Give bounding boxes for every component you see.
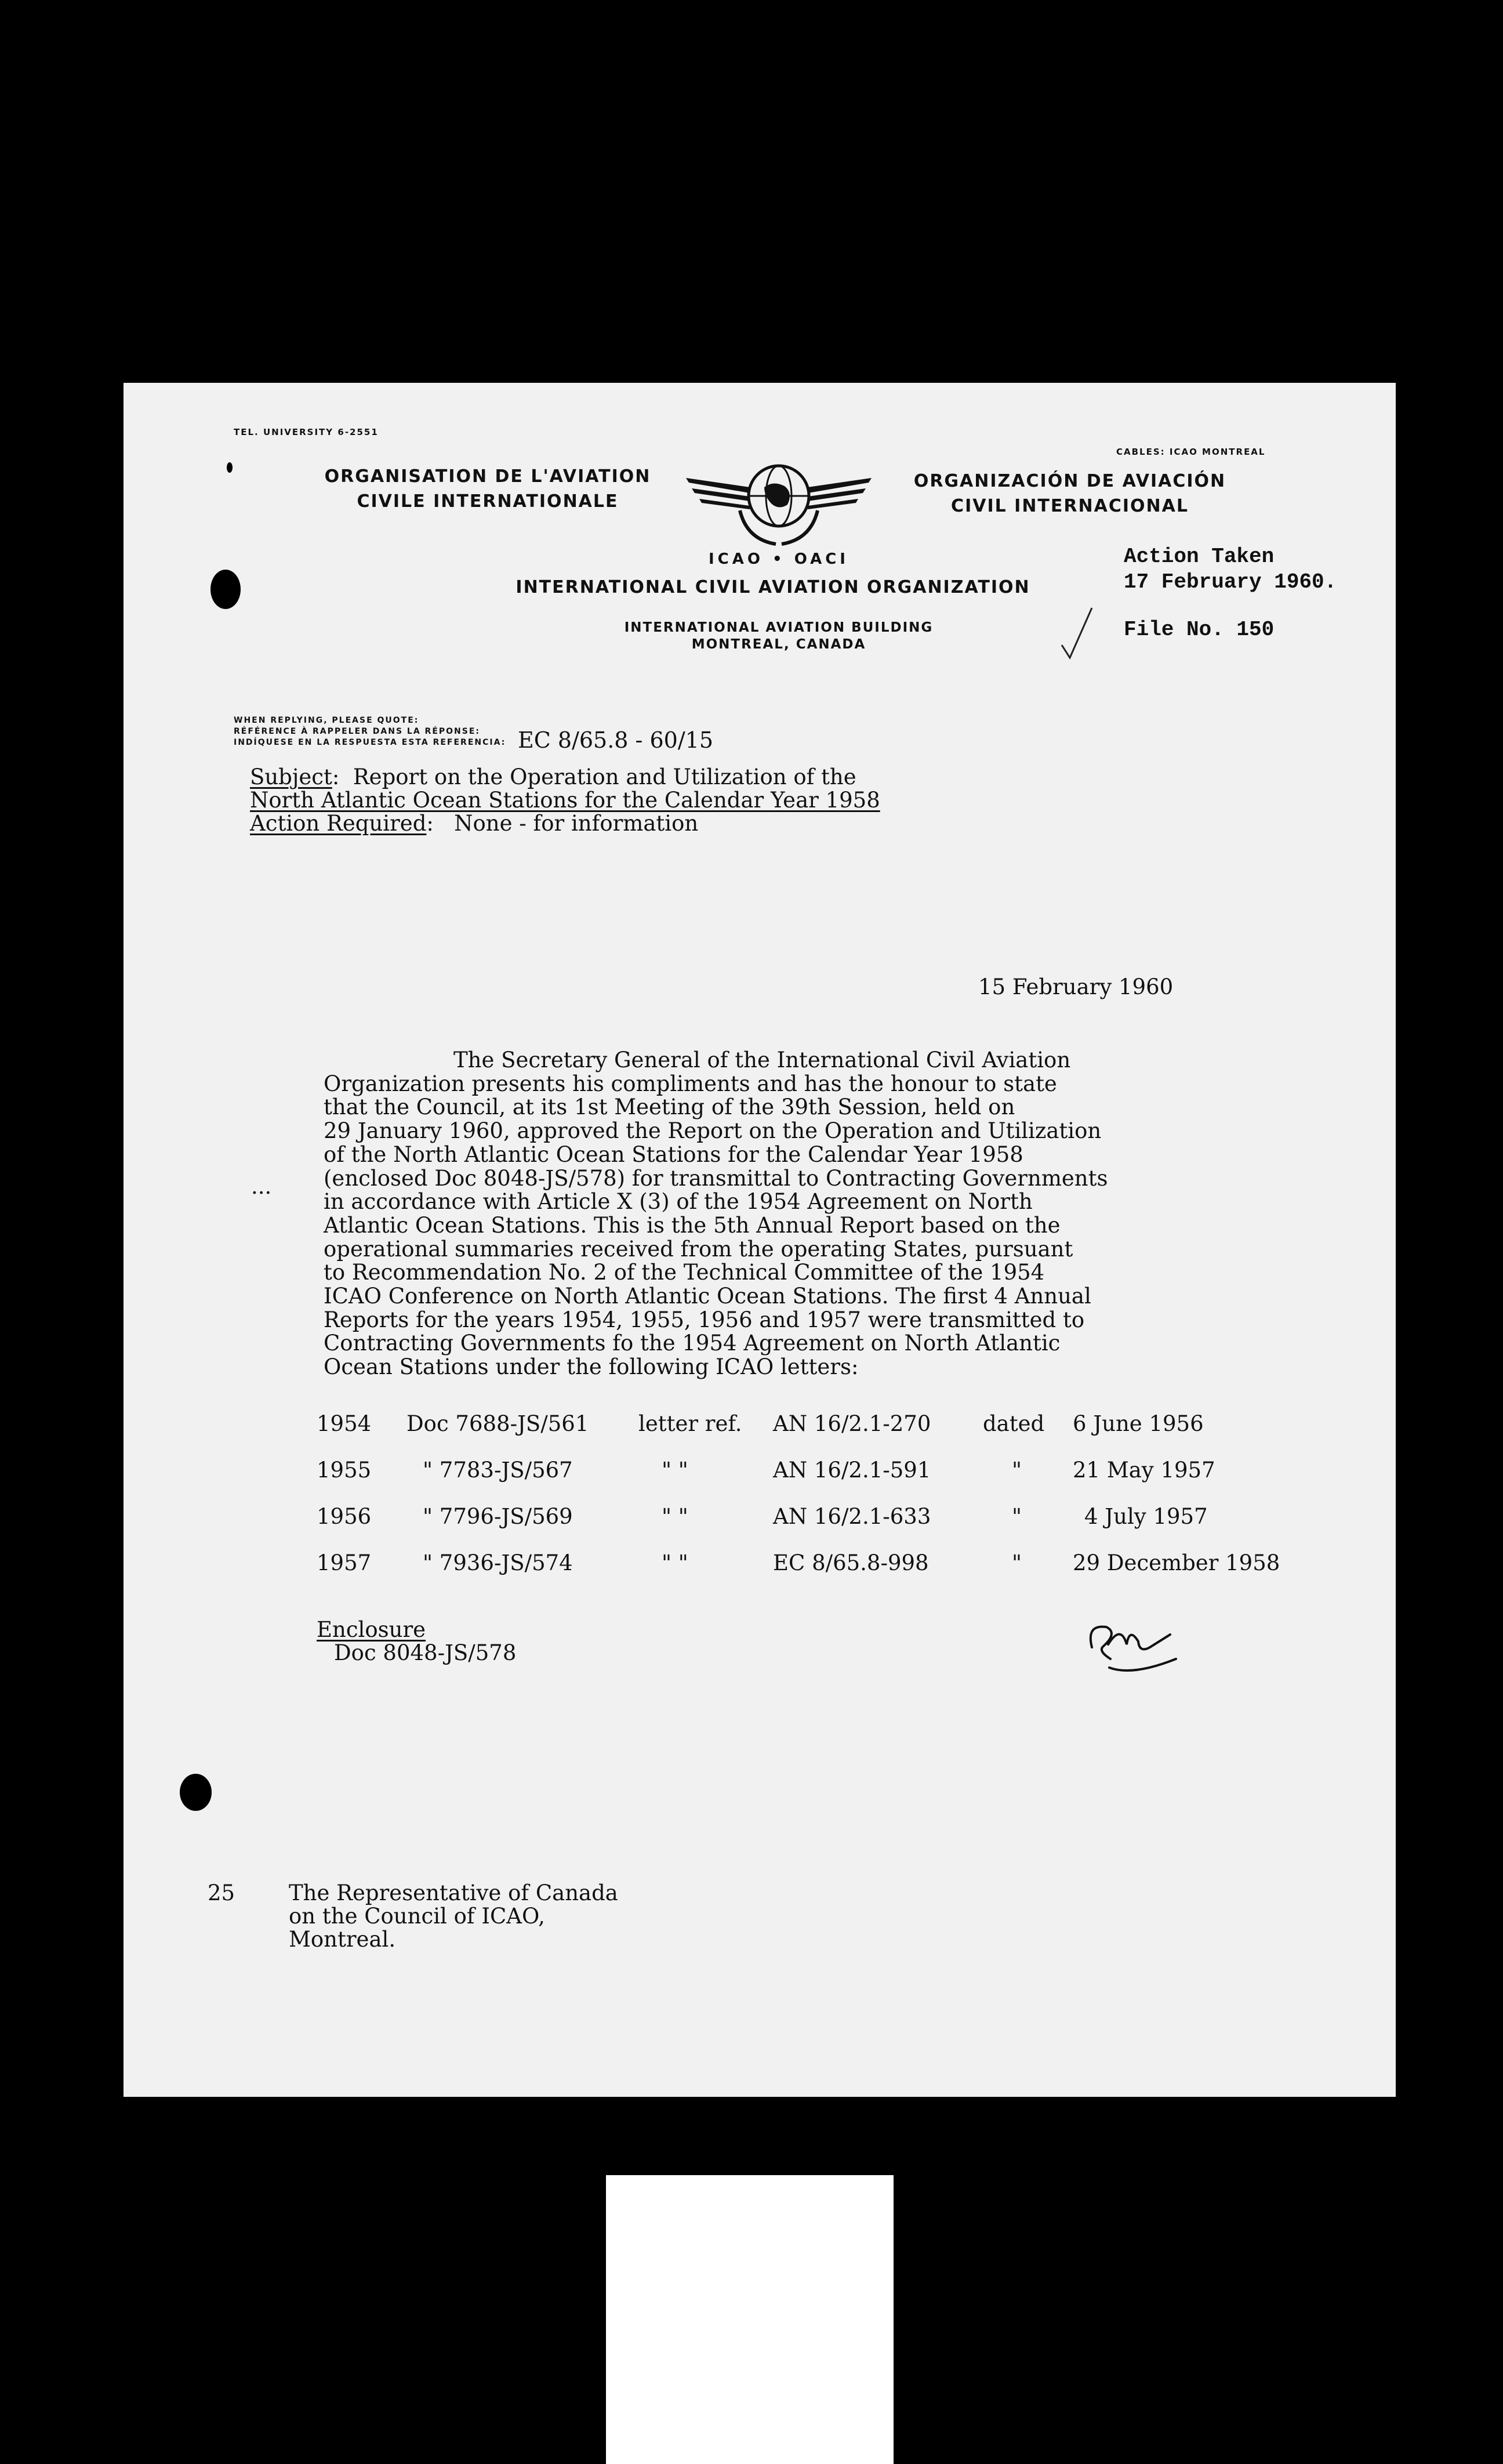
letter-date: 4 July 1957 <box>1084 1504 1208 1529</box>
letter-date: 29 December 1958 <box>1073 1550 1280 1575</box>
letter-number: AN 16/2.1-270 <box>773 1411 931 1436</box>
body-line: in accordance with Article X (3) of the 1954 Agreement on North <box>324 1189 1033 1215</box>
english-org-name: INTERNATIONAL CIVIL AVIATION ORGANIZATION <box>515 577 1030 597</box>
addressee-line3: Montreal. <box>289 1927 396 1952</box>
letter-year: 1957 <box>317 1550 372 1575</box>
enclosure-block <box>317 1618 516 1665</box>
body-line: that the Council, at its 1st Meeting of the 39th Session, held on <box>324 1095 1015 1120</box>
table-row <box>317 1504 1280 1550</box>
subject-line1: Report on the Operation and Utilization of the <box>353 764 856 789</box>
icao-letters-table <box>317 1411 1280 1597</box>
letter-dated: " <box>1012 1550 1022 1575</box>
body-line: Ocean Stations under the following ICAO letters: <box>324 1354 859 1380</box>
body-line: Atlantic Ocean Stations. This is the 5th Annual Report based on the <box>324 1212 1061 1238</box>
punch-hole <box>210 570 241 609</box>
address <box>558 619 999 653</box>
action-taken-label: Action Taken <box>1124 545 1275 568</box>
addressee-line1: The Representative of Canada <box>289 1880 618 1905</box>
file-number: File No. 150 <box>1124 618 1275 642</box>
cables-address: CABLES: ICAO MONTREAL <box>1116 447 1266 457</box>
quote-es: INDÍQUESE EN LA RESPUESTA ESTA REFERENCIA: <box>234 738 506 747</box>
letter-body <box>324 1049 1108 1379</box>
action-required-value: None - for information <box>454 811 699 836</box>
subject-block: Subject: Report on the Operation and Utilization of the North Atlantic Ocean Stations for the Calendar Year 1958 Action Required: None - for information <box>250 764 880 836</box>
margin-mark: ... <box>251 1174 272 1199</box>
body-line: operational summaries received from the operating States, pursuant <box>324 1236 1073 1262</box>
body-line: Organization presents his compliments and has the honour to state <box>324 1071 1057 1096</box>
spanish-name-line2: CIVIL INTERNACIONAL <box>951 496 1189 516</box>
reference-number: EC 8/65.8 - 60/15 <box>518 727 713 753</box>
quote-en: WHEN REPLYING, PLEASE QUOTE: <box>234 716 419 725</box>
action-required-label: Action Required <box>250 811 427 836</box>
body-line: ICAO Conference on North Atlantic Ocean Stations. The first 4 Annual <box>324 1284 1091 1309</box>
letter-doc: Doc 7688-JS/561 <box>406 1411 589 1436</box>
letter-number: AN 16/2.1-633 <box>773 1504 931 1529</box>
letter-ref: " " <box>662 1504 688 1529</box>
initials-signature <box>1074 1613 1190 1688</box>
letter-ref: letter ref. <box>638 1411 742 1436</box>
letter-date: 6 June 1956 <box>1073 1411 1204 1436</box>
punch-hole <box>180 1774 212 1811</box>
action-taken-date: 17 February 1960. <box>1124 570 1337 594</box>
addressee-block <box>289 1882 618 1951</box>
enclosure-label: Enclosure <box>317 1617 426 1642</box>
white-calibration-card <box>606 2175 894 2464</box>
letter-number: AN 16/2.1-591 <box>773 1458 931 1483</box>
emblem-text: ICAO • OACI <box>709 550 849 568</box>
enclosure-doc: Doc 8048-JS/578 <box>334 1640 517 1665</box>
body-line: 29 January 1960, approved the Report on the Operation and Utilization <box>324 1118 1102 1144</box>
ink-mark <box>227 462 233 473</box>
letter-page <box>124 383 1396 2097</box>
address-line2: MONTREAL, CANADA <box>691 637 866 652</box>
body-line: Reports for the years 1954, 1955, 1956 and 1957 were transmitted to <box>324 1307 1085 1332</box>
french-name-line2: CIVILE INTERNATIONALE <box>357 491 619 512</box>
icao-emblem-icon <box>671 441 886 574</box>
body-line: (enclosed Doc 8048-JS/578) for transmittal to Contracting Governments <box>324 1165 1108 1191</box>
letter-year: 1955 <box>317 1458 372 1483</box>
telephone: TEL. UNIVERSITY 6-2551 <box>234 427 379 437</box>
quote-fr: RÉFÉRENCE À RAPPELER DANS LA RÉPONSE: <box>234 727 481 736</box>
body-line: Contracting Governments fo the 1954 Agreement on North Atlantic <box>324 1331 1061 1356</box>
address-line1: INTERNATIONAL AVIATION BUILDING <box>624 620 934 635</box>
addressee-line2: on the Council of ICAO, <box>289 1904 545 1929</box>
letter-doc: " 7783-JS/567 <box>423 1458 573 1483</box>
letter-ref: " " <box>662 1458 688 1483</box>
french-org-name <box>308 464 667 514</box>
action-taken-annotation <box>1124 544 1337 595</box>
letter-date: 15 February 1960 <box>978 974 1174 999</box>
letter-doc: " 7796-JS/569 <box>423 1504 573 1529</box>
body-line: to Recommendation No. 2 of the Technical Committee of the 1954 <box>324 1260 1045 1285</box>
french-name-line1: ORGANISATION DE L'AVIATION <box>324 466 651 487</box>
letter-dated: dated <box>983 1411 1045 1436</box>
table-row <box>317 1411 1280 1458</box>
letter-date: 21 May 1957 <box>1073 1458 1215 1483</box>
letter-number: EC 8/65.8-998 <box>773 1550 929 1575</box>
table-row <box>317 1458 1280 1504</box>
addressee-number: 25 <box>208 1880 235 1905</box>
letter-year: 1956 <box>317 1504 372 1529</box>
reply-quote-instructions <box>234 715 506 748</box>
letter-dated: " <box>1012 1458 1022 1483</box>
letter-doc: " 7936-JS/574 <box>423 1550 573 1575</box>
spanish-org-name <box>902 469 1238 519</box>
subject-label: Subject <box>250 764 332 789</box>
letter-year: 1954 <box>317 1411 372 1436</box>
body-line: The Secretary General of the International Civil Aviation <box>453 1048 1071 1072</box>
spanish-name-line1: ORGANIZACIÓN DE AVIACIÓN <box>913 471 1226 491</box>
check-mark-icon <box>1057 604 1098 662</box>
body-line: of the North Atlantic Ocean Stations for the Calendar Year 1958 <box>324 1142 1023 1167</box>
letter-ref: " " <box>662 1550 688 1575</box>
letter-dated: " <box>1012 1504 1022 1529</box>
subject-line2: North Atlantic Ocean Stations for the Calendar Year 1958 <box>250 788 880 813</box>
table-row <box>317 1550 1280 1597</box>
